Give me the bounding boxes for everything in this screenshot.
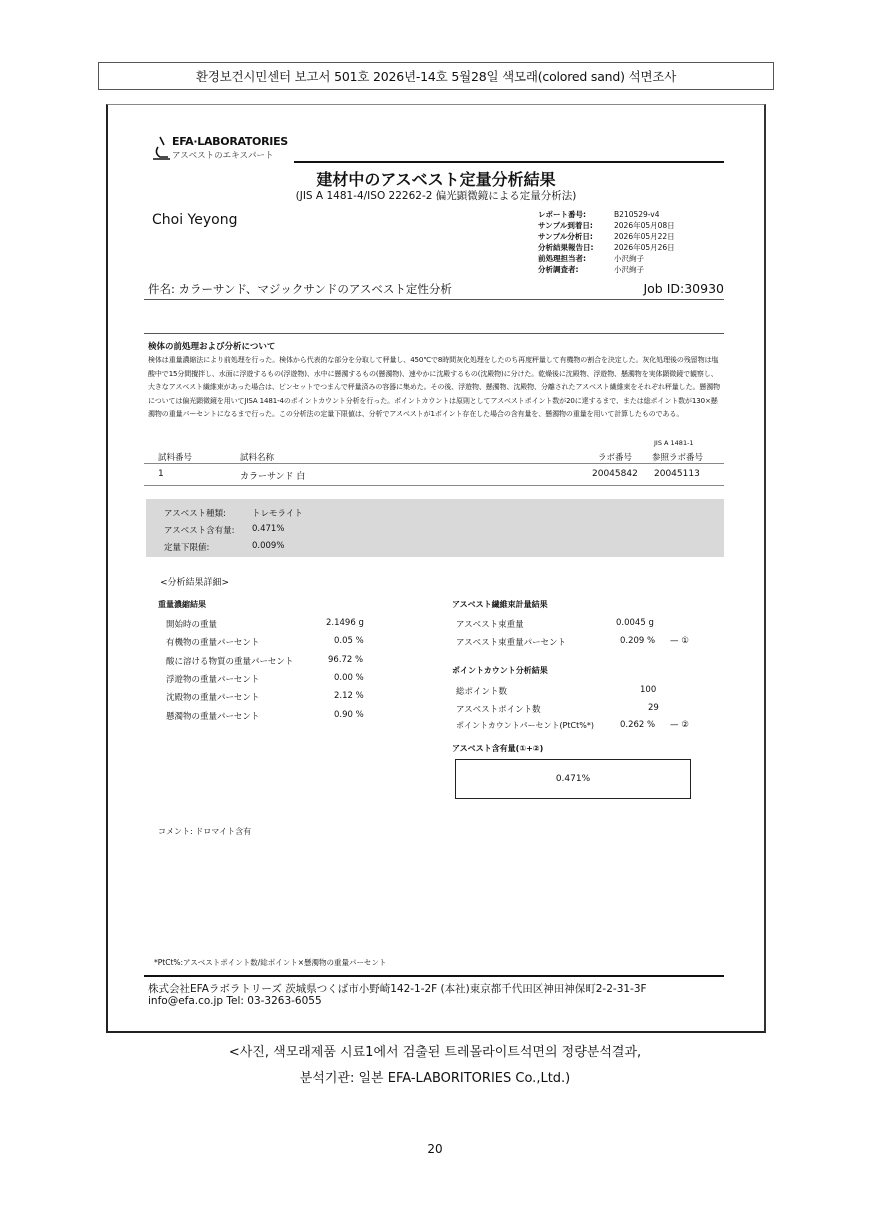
weight-label: 有機物の重量パーセント (166, 638, 260, 648)
weight-label: 酸に溶ける物質の重量パーセント (166, 657, 294, 667)
weight-value: 2.1496 g (326, 618, 364, 628)
page-number: 20 (427, 1142, 443, 1156)
report-title: 建材中のアスベスト定量分析結果 (316, 170, 556, 189)
weight-label: 沈殿物の重量パーセント (166, 693, 260, 703)
summary-label: アスベスト種類: (164, 509, 227, 519)
pointcount-heading: ポイントカウント分析結果 (452, 666, 548, 675)
col-header: 試料番号 (158, 453, 193, 463)
job-id: Job ID:30930 (643, 281, 724, 296)
report-header-title: 환경보건시민센터 보고서 501호 2026년-14호 5월28일 색모래(colored sand) 석면조사 (98, 62, 774, 90)
summary-value: 0.471% (252, 524, 285, 534)
summary-label: アスベスト含有量: (164, 526, 235, 536)
title-rule (294, 161, 724, 163)
reference-lab-number: 20045113 (654, 469, 700, 479)
jis-label: JIS A 1481-1 (654, 439, 694, 447)
footer-contact: info@efa.co.jp Tel: 03-3263-6055 (148, 995, 322, 1007)
col-header: 参照ラボ番号 (652, 453, 704, 463)
point-value: 29 (648, 703, 659, 713)
lab-number: 20045842 (592, 469, 638, 479)
weight-label: 開始時の重量 (166, 620, 218, 630)
point-label: 総ポイント数 (456, 687, 508, 697)
weight-value: 0.90 % (334, 710, 364, 720)
report-subject: 件名: カラーサンド、マジックサンドのアスベスト定性分析 (148, 282, 452, 296)
meta-value: 2026年05月26日 (614, 243, 675, 252)
analysis-report-image (106, 104, 766, 1033)
photo-caption-line2: 분석기관: 일본 EFA-LABORITORIES Co.,Ltd.) (299, 1071, 571, 1086)
meta-label: サンプル到着日: (538, 221, 593, 230)
fiber-value: 0.0045 g (616, 618, 654, 628)
fiber-value: 0.209 % (620, 636, 656, 646)
result-summary (146, 499, 724, 557)
divider (144, 485, 724, 486)
detail-heading: <分析結果詳細> (160, 578, 230, 588)
sample-name: カラーサンド 白 (240, 472, 306, 482)
fiber-heading: アスベスト繊維束計量結果 (452, 600, 548, 609)
method-paragraph: 検体は重量濃縮法により前処理を行った。検体から代表的な部分を分取して秤量し、450℃で8時間灰化処理をしたのち再度秤量して有機物の割合を決定した。灰化処理後の残留物は塩酸中で15分間攪拌し、水面に浮遊するもの(浮遊物)、水中に懸濁するもの(懸濁物)、速やかに沈殿するもの(沈殿物)に分けた。乾燥後に沈殿物、浮遊物、懸濁物を実体顕微鏡で観察し、大きなアスベスト繊維束があった場合は、ピンセットでつまんで秤量済みの容器に集めた。その後、浮遊物、懸濁物、沈殿物、分離されたアスベスト繊維束をそれぞれ秤量した。懸濁物については偏光顕微鏡を用いてJISA 1481-4のポイントカウント分析を行った。ポイントカウントは原則としてアスベストポイント数が20に達するまで、または総ポイント数が130×懸濁物の重量パーセントになるまで行った。この分析法の定量下限値は、分析でアスベストが1ポイント存在した場合の含有量を、懸濁物の重量を用いて計算したものである。 (148, 356, 721, 418)
comment: コメント: ドロマイト含有 (158, 827, 252, 836)
meta-label: 分析結果報告日: (538, 243, 594, 252)
content-heading: アスベスト含有量(①+②) (452, 744, 544, 753)
meta-label: 前処理担当者: (538, 254, 586, 263)
weight-heading: 重量濃縮結果 (158, 600, 206, 609)
logo-name: EFA·LABORATORIES (172, 135, 288, 148)
sample-number: 1 (158, 469, 164, 479)
content-result-box (455, 759, 691, 799)
report-subtitle: (JIS A 1481-4/ISO 22262-2 偏光顕微鏡による定量分析法) (295, 190, 577, 202)
divider (144, 299, 724, 300)
point-marker: — ② (670, 720, 689, 730)
point-label: ポイントカウントパーセント(PtCt%*) (456, 721, 594, 730)
fiber-label: アスベスト束重量パーセント (456, 638, 566, 648)
content-value: 0.471% (555, 774, 591, 784)
footer-address: 株式会社EFAラボラトリーズ 茨城県つくば市小野崎142-1-2F (本社)東京都千代田区神田神保町2-2-31-3F (148, 983, 647, 995)
photo-caption-line1: <사진, 색모래제품 시료1에서 검출된 트레몰라이트석면의 정량분석결과, (228, 1045, 642, 1060)
divider (144, 463, 724, 464)
weight-label: 懸濁物の重量パーセント (166, 712, 260, 722)
report-meta (538, 209, 675, 275)
client-name: Choi Yeyong (152, 212, 238, 228)
col-header: ラボ番号 (598, 453, 633, 463)
section-title: 検体の前処理および分析について (148, 342, 276, 352)
weight-value: 96.72 % (328, 655, 364, 665)
meta-label: サンプル分析日: (538, 232, 593, 241)
meta-value: 小沢絢子 (614, 254, 644, 263)
weight-value: 0.00 % (334, 673, 364, 683)
meta-value: 2026年05月08日 (614, 221, 675, 230)
microscope-logo-icon (150, 135, 172, 161)
point-value: 100 (640, 685, 657, 695)
meta-label: レポート番号: (538, 210, 586, 219)
fiber-label: アスベスト束重量 (456, 620, 524, 630)
footnote: *PtCt%:アスベストポイント数/総ポイント×懸濁物の重量パーセント (154, 958, 387, 967)
weight-value: 0.05 % (334, 636, 364, 646)
fiber-marker: — ① (670, 636, 689, 646)
point-value: 0.262 % (620, 720, 656, 730)
weight-value: 2.12 % (334, 691, 364, 701)
meta-value: B210529-v4 (614, 210, 660, 219)
summary-value: 0.009% (252, 541, 285, 551)
summary-label: 定量下限値: (164, 543, 210, 553)
col-header: 試料名称 (240, 453, 275, 463)
meta-value: 2026年05月22日 (614, 232, 675, 241)
summary-value: トレモライト (252, 509, 303, 519)
weight-label: 浮遊物の重量パーセント (166, 675, 260, 685)
logo-tagline: アスベストのエキスパート (172, 151, 274, 161)
footer-rule (144, 975, 724, 977)
meta-value: 小沢絢子 (614, 265, 644, 274)
divider (144, 333, 724, 334)
meta-label: 分析調査者: (538, 265, 579, 274)
point-label: アスベストポイント数 (456, 705, 541, 715)
